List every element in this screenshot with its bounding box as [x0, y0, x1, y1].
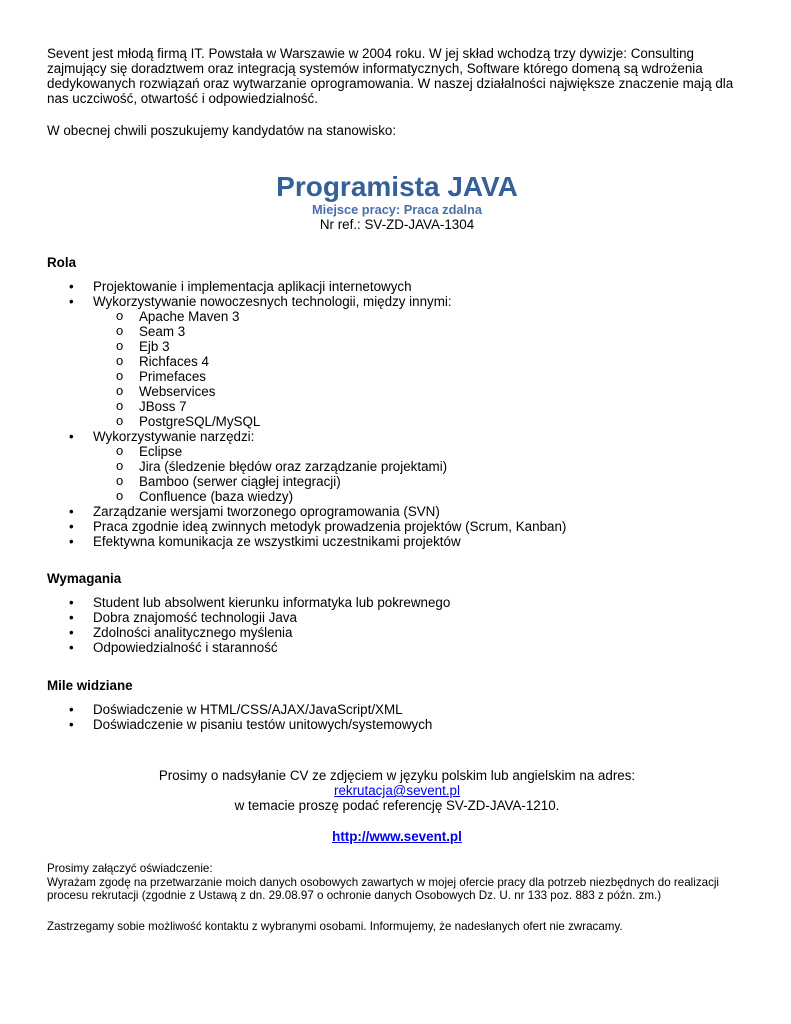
bullet: • — [69, 701, 74, 717]
consent-text: Wyrażam zgodę na przetwarzanie moich danych osobowych zawartych w mojej ofercie pracy dla potrzeb niezbędnych do realizacji procesu rekrutacji (zgodnie z Ustawą z dn. 29.08.97 o ochronie danych Osobowych Dz. U. nr 133 poz. 883 z późn. zm.) — [47, 875, 720, 902]
bullet: • — [69, 624, 74, 640]
sub-list-item: o Eclipse — [116, 443, 183, 460]
list-item: • Wykorzystywanie narzędzi: o Eclipse o Jira (śledzenie błędów oraz zarządzanie projektami) o Bamboo (serwer ciągłej integracji) o Confluence (baza wiedzy) — [47, 429, 747, 504]
bullet: • — [69, 594, 74, 610]
sub-list-item: o PostgreSQL/MySQL — [116, 413, 261, 430]
list-item: • Doświadczenie w pisaniu testów unitowych/systemowych — [69, 717, 433, 733]
list-item: • Zarządzanie wersjami tworzonego oprogramowania (SVN) — [69, 504, 440, 520]
list-item: • Zdolności analitycznego myślenia — [69, 624, 293, 640]
email-link[interactable]: rekrutacja@sevent.pl — [334, 783, 460, 799]
bullet: • — [69, 279, 74, 294]
job-reference: Nr ref.: SV-ZD-JAVA-1304 — [319, 217, 475, 232]
list-item: • Student lub absolwent kierunku informatyka lub pokrewnego — [69, 594, 451, 610]
list-item: • Odpowiedzialność i staranność — [69, 639, 278, 655]
sub-list-item: o Jira (śledzenie błędów oraz zarządzanie projektami) — [116, 458, 448, 475]
sub-list-item: o Confluence (baza wiedzy) — [116, 488, 294, 505]
searching-text: W obecnej chwili poszukujemy kandydatów na stanowisko: — [47, 123, 397, 138]
bullet: • — [69, 609, 74, 625]
section-heading-wymagania: Wymagania — [47, 570, 122, 586]
sub-list-item: o Webservices — [116, 383, 216, 400]
rola-list — [47, 279, 747, 550]
sub-list-item: o Ejb 3 — [116, 338, 170, 355]
contact-instructions: Prosimy o nadsyłanie CV ze zdjęciem w języku polskim lub angielskim na adres: — [158, 768, 636, 784]
job-header — [47, 171, 747, 232]
list-item: • Dobra znajomość technologii Java — [69, 609, 297, 625]
mile-widziane-list — [47, 702, 747, 732]
list-item: • Wykorzystywanie nowoczesnych technologii, między innymi: o Apache Maven 3 o Seam 3 o Ejb 3 o Richfaces 4 o Primefaces o Webservices o JBoss 7 o PostgreSQL/MySQL — [47, 294, 747, 429]
sub-list-item: o Primefaces — [116, 368, 206, 385]
sub-list-item: o Seam 3 — [116, 323, 186, 340]
consent-intro: Prosimy załączyć oświadczenie: — [47, 862, 213, 876]
section-heading-rola: Rola — [47, 255, 77, 270]
sub-list-item: o Bamboo (serwer ciągłej integracji) — [116, 473, 341, 490]
list-item: • Doświadczenie w HTML/CSS/AJAX/JavaScript/XML — [69, 701, 403, 717]
sub-list-item: o Richfaces 4 — [116, 353, 209, 370]
company-intro: Sevent jest młodą firmą IT. Powstała w Warszawie w 2004 roku. W jej skład wchodzą trzy dywizje: Consulting zajmujący się doradztwem oraz integracją systemów informatycznych, Software którego domeną są wdrożenia dedykowanych rozwiązań oraz wytwarzanie oprogramowania. W naszej działalności największe znaczenie mają dla nas uczciwość, otwartość i odpowiedzialność. — [47, 46, 734, 106]
reservation-note: Zastrzegamy sobie możliwość kontaktu z wybranymi osobami. Informujemy, że nadesłanych ofert nie zwracamy. — [47, 920, 623, 934]
job-location: Miejsce pracy: Praca zdalna — [311, 202, 482, 217]
bullet: • — [69, 504, 74, 520]
list-item: • Efektywna komunikacja ze wszystkimi uczestnikami projektów — [69, 534, 461, 550]
job-offer — [47, 46, 747, 934]
reference-instructions: w temacie proszę podać referencję SV-ZD-JAVA-1210. — [234, 798, 560, 814]
section-heading-mile-widziane: Mile widziane — [47, 677, 133, 693]
job-title: Programista JAVA — [276, 171, 518, 202]
bullet: • — [69, 429, 74, 445]
sub-list-item: o JBoss 7 — [116, 398, 187, 415]
tools-list — [93, 444, 747, 504]
technologies-list — [93, 309, 747, 429]
bullet: • — [69, 294, 74, 310]
list-item: • Projektowanie i implementacja aplikacji internetowych — [69, 279, 412, 294]
bullet: • — [69, 534, 74, 550]
wymagania-list — [47, 595, 747, 655]
website-link[interactable]: http://www.sevent.pl — [332, 829, 462, 845]
bullet: • — [69, 519, 74, 535]
sub-list-item: o Apache Maven 3 — [116, 308, 240, 325]
contact-block — [47, 768, 747, 813]
list-item: • Praca zgodnie ideą zwinnych metodyk prowadzenia projektów (Scrum, Kanban) — [69, 519, 567, 535]
bullet: • — [69, 717, 74, 733]
website-block — [47, 829, 747, 844]
bullet: • — [69, 639, 74, 655]
consent-block — [47, 862, 747, 902]
